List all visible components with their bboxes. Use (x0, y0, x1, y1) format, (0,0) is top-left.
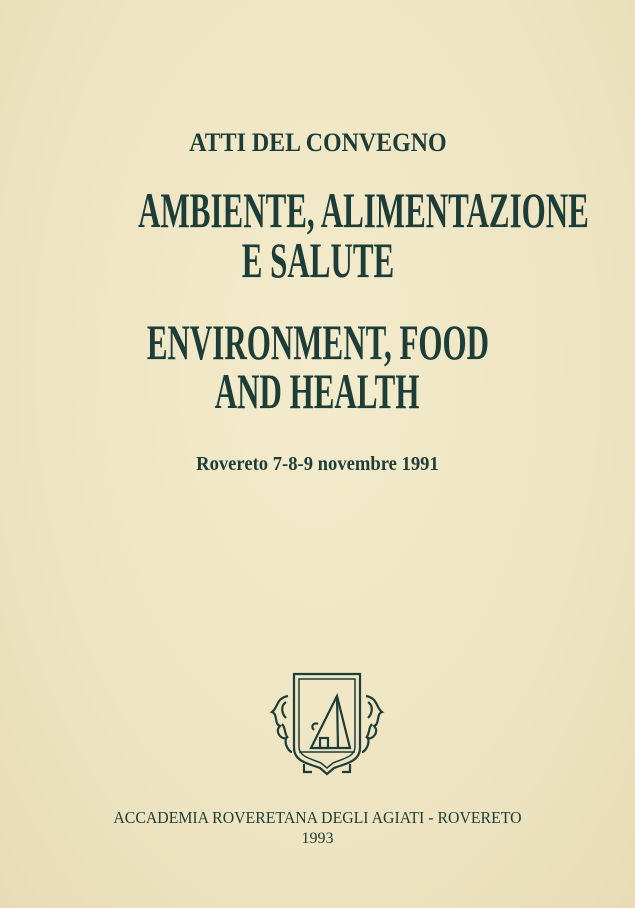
title-it-2-text: E SALUTE (241, 232, 394, 288)
title-en-2-text: AND HEALTH (215, 363, 420, 419)
year-text: 1993 (301, 830, 334, 847)
publication-year (0, 830, 635, 848)
title-en-1-text: ENVIRONMENT, FOOD (146, 314, 489, 370)
title-it-1-text: AMBIENTE, ALIMENTAZIONE (138, 182, 589, 238)
supertitle (0, 128, 635, 158)
coat-of-arms-icon (264, 668, 390, 782)
title-english-line1 (0, 314, 635, 370)
place-date (0, 453, 635, 476)
place-date-text: Rovereto 7-8-9 novembre 1991 (196, 453, 439, 475)
title-english-line2 (0, 363, 635, 419)
title-italian-line2 (0, 232, 635, 288)
supertitle-text: ATTI DEL CONVEGNO (188, 128, 447, 157)
publisher (0, 808, 635, 828)
publisher-text: ACCADEMIA ROVERETANA DEGLI AGIATI - ROVERETO (113, 808, 522, 827)
title-italian-line1 (0, 182, 635, 238)
